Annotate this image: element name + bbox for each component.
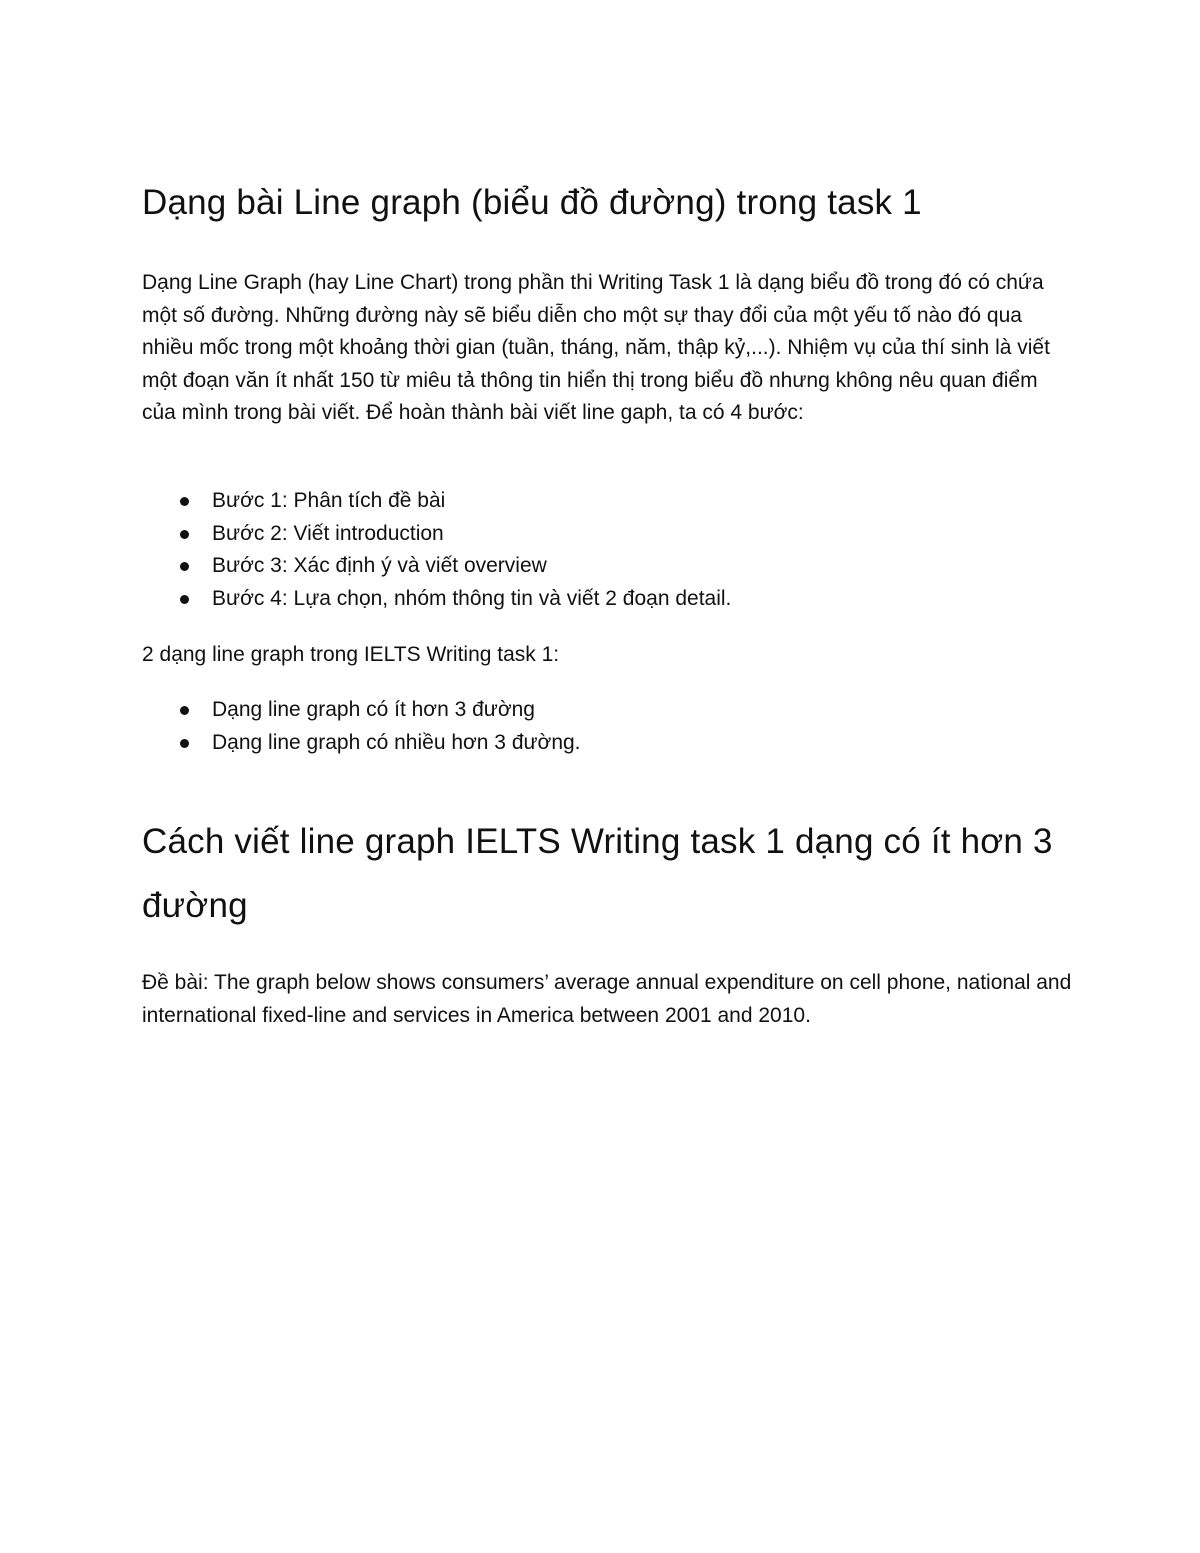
list-item [142, 550, 731, 583]
section-heading-line-graph: Dạng bài Line graph (biểu đồ đường) trong task 1 [142, 183, 922, 222]
bullet-dot-icon [180, 497, 189, 506]
bullet-dot-icon [180, 562, 189, 571]
list-item [142, 518, 731, 551]
list-item [142, 485, 731, 518]
section-heading-how-to-write: Cách viết line graph IELTS Writing task 1 dạng có ít hơn 3 đường [142, 822, 1053, 925]
types-list [142, 694, 581, 759]
steps-list [142, 485, 731, 615]
intro-paragraph: Dạng Line Graph (hay Line Chart) trong phần thi Writing Task 1 là dạng biểu đồ trong đó có chứa một số đường. Những đường này sẽ biểu diễn cho một sự thay đổi của một yếu tố nào đó qua nhiều mốc trong một khoảng thời gian (tuần, tháng, năm, thập kỷ,...). Nhiệm vụ của thí sinh là viết một đoạn văn ít nhất 150 từ miêu tả thông tin hiển thị trong biểu đồ nhưng không nêu quan điểm của mình trong bài viết. Để hoàn thành bài viết line gaph, ta có 4 bước: [142, 271, 1050, 425]
task-prompt-paragraph: Đề bài: The graph below shows consumers’ average annual expenditure on cell phone, national and international fixed-line and services in America between 2001 and 2010. [142, 971, 1072, 1027]
bullet-dot-icon [180, 530, 189, 539]
step-text: Bước 3: Xác định ý và viết overview [212, 554, 547, 578]
step-text: Bước 1: Phân tích đề bài [212, 489, 446, 512]
type-text: Dạng line graph có ít hơn 3 đường [212, 698, 535, 721]
types-intro-paragraph: 2 dạng line graph trong IELTS Writing task 1: [142, 643, 560, 666]
step-text: Bước 2: Viết introduction [212, 521, 444, 545]
step-text: Bước 4: Lựa chọn, nhóm thông tin và viết 2 đoạn detail. [212, 586, 732, 610]
bullet-dot-icon [180, 706, 189, 715]
bullet-dot-icon [180, 595, 189, 604]
type-text: Dạng line graph có nhiều hơn 3 đường. [212, 730, 581, 754]
list-item [142, 694, 581, 727]
bullet-dot-icon [180, 739, 189, 748]
list-item [142, 583, 731, 616]
list-item [142, 727, 581, 760]
